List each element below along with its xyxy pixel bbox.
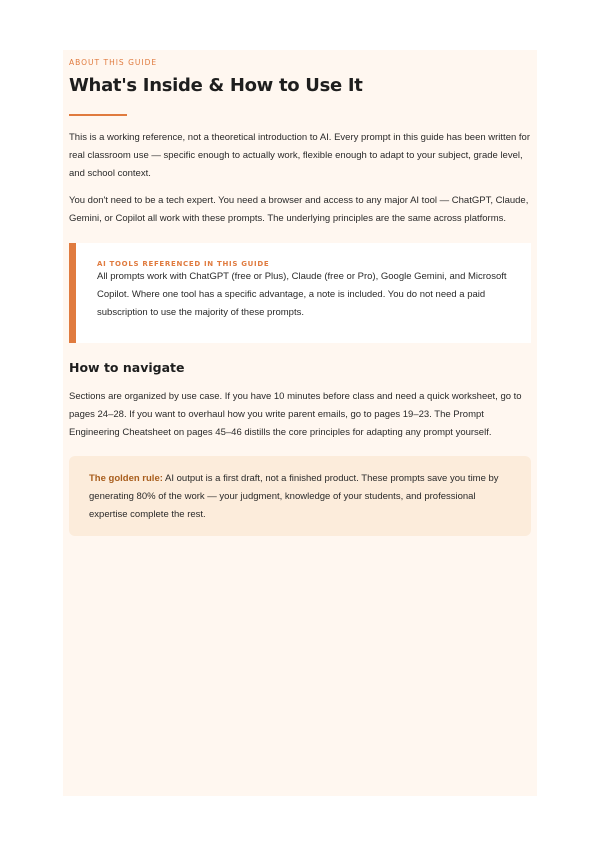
intro-paragraph-1: This is a working reference, not a theoretical introduction to AI. Every prompt in this guide has been written for real classroom use — specific enough to actually work, flexible enough to adapt to your subject, grade level, and school context. [69, 132, 530, 179]
golden-rule-body: AI output is a first draft, not a finished product. These prompts save you time by generating 80% of the work — your judgment, knowledge of your students, and professional expertise complete the rest. [89, 473, 499, 520]
title-underline [69, 114, 127, 116]
intro-paragraph-2: You don't need to be a tech expert. You need a browser and access to any major AI tool — ChatGPT, Claude, Gemini, or Copilot all work with these prompts. The underlying principles are the same across platforms. [69, 195, 529, 224]
navigate-heading: How to navigate [69, 360, 185, 375]
page-title: What's Inside & How to Use It [69, 75, 363, 96]
golden-rule-text [89, 470, 514, 524]
golden-rule-label: The golden rule: [89, 473, 163, 484]
callout-accent-bar [69, 243, 76, 343]
navigate-paragraph: Sections are organized by use case. If you have 10 minutes before class and need a quick worksheet, go to pages 24–28. If you want to overhaul how you write parent emails, go to pages 19–23. The Prompt Engineering Cheatsheet on pages 45–46 distills the core principles for adapting any prompt yourself. [69, 391, 522, 438]
guide-page [63, 50, 537, 796]
callout-label: AI TOOLS REFERENCED IN THIS GUIDE [97, 260, 270, 268]
ai-tools-callout [69, 243, 531, 343]
golden-rule-box [69, 456, 531, 536]
callout-text: All prompts work with ChatGPT (free or Plus), Claude (free or Pro), Google Gemini, and Microsoft Copilot. Where one tool has a specific advantage, a note is included. You do not need a paid subscription to use the majority of these prompts. [97, 271, 507, 318]
section-eyebrow: ABOUT THIS GUIDE [69, 58, 158, 67]
